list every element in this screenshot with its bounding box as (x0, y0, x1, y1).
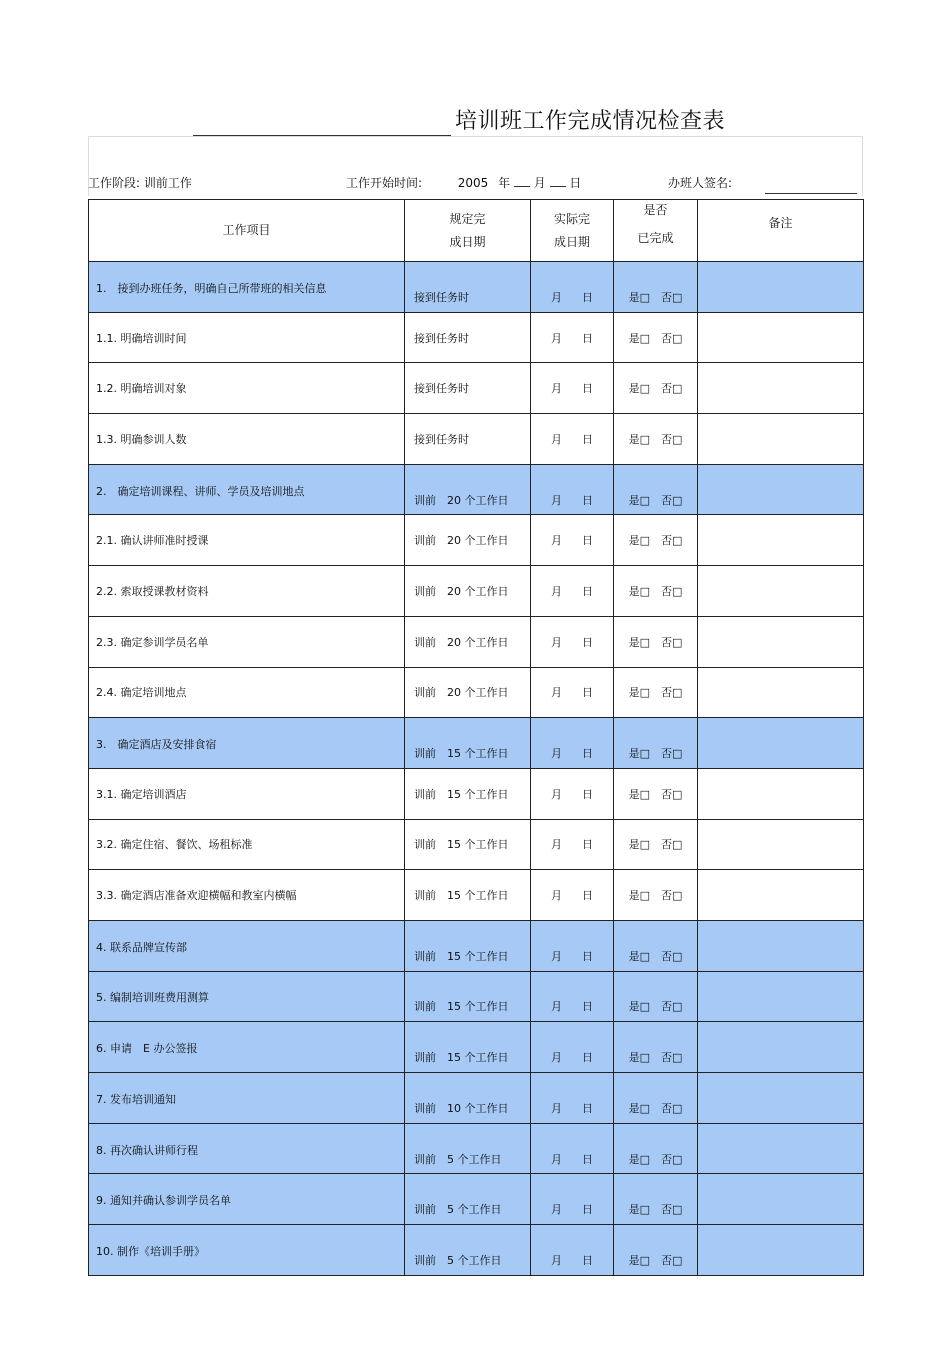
table-row (89, 819, 864, 870)
row-actual-date[interactable]: 月 日 (531, 718, 614, 769)
table-row (89, 1123, 864, 1174)
row-done-checkbox[interactable]: 是□ 否□ (614, 1225, 698, 1276)
row-item: 3.1. 确定培训酒店 (89, 768, 405, 819)
table-row (89, 667, 864, 718)
row-due-date: 训前 5 个工作日 (405, 1123, 531, 1174)
start-year: 2005 (457, 176, 489, 190)
row-actual-date[interactable]: 月 日 (531, 667, 614, 718)
row-notes[interactable] (698, 667, 864, 718)
row-item: 9. 通知并确认参训学员名单 (89, 1174, 405, 1225)
col-done-header: 是否 已完成 (614, 200, 698, 262)
row-notes[interactable] (698, 1174, 864, 1225)
row-actual-date[interactable]: 月 日 (531, 616, 614, 667)
row-done-checkbox[interactable]: 是□ 否□ (614, 363, 698, 414)
page-title: 培训班工作完成情况检查表 (455, 109, 726, 134)
row-item: 1.2. 明确培训对象 (89, 363, 405, 414)
table-row (89, 566, 864, 617)
year-unit: 年 (498, 176, 511, 190)
row-done-checkbox[interactable]: 是□ 否□ (614, 566, 698, 617)
row-done-checkbox[interactable]: 是□ 否□ (614, 971, 698, 1022)
row-done-checkbox[interactable]: 是□ 否□ (614, 1022, 698, 1073)
row-item: 1.1. 明确培训时间 (89, 312, 405, 363)
table-row (89, 515, 864, 566)
row-due-date: 接到任务时 (405, 363, 531, 414)
row-done-checkbox[interactable]: 是□ 否□ (614, 312, 698, 363)
row-notes[interactable] (698, 414, 864, 465)
table-row (89, 1022, 864, 1073)
row-notes[interactable] (698, 920, 864, 971)
table-header-row (89, 200, 864, 262)
row-due-date: 接到任务时 (405, 414, 531, 465)
signature-field (668, 174, 732, 191)
row-done-checkbox[interactable]: 是□ 否□ (614, 920, 698, 971)
table-row (89, 464, 864, 515)
row-notes[interactable] (698, 566, 864, 617)
row-notes[interactable] (698, 971, 864, 1022)
row-notes[interactable] (698, 616, 864, 667)
row-due-date: 训前 20 个工作日 (405, 515, 531, 566)
row-due-date: 训前 5 个工作日 (405, 1225, 531, 1276)
row-done-checkbox[interactable]: 是□ 否□ (614, 768, 698, 819)
row-notes[interactable] (698, 262, 864, 313)
start-time-field (346, 174, 581, 191)
row-due-date: 训前 15 个工作日 (405, 920, 531, 971)
row-done-checkbox[interactable]: 是□ 否□ (614, 1123, 698, 1174)
row-actual-date[interactable]: 月 日 (531, 920, 614, 971)
row-actual-date[interactable]: 月 日 (531, 262, 614, 313)
table-row (89, 718, 864, 769)
row-item: 3.3. 确定酒店准备欢迎横幅和教室内横幅 (89, 870, 405, 921)
stage-field (88, 174, 192, 191)
row-item: 6. 申请 E 办公签报 (89, 1022, 405, 1073)
row-due-date: 接到任务时 (405, 312, 531, 363)
table-row (89, 262, 864, 313)
row-notes[interactable] (698, 718, 864, 769)
row-actual-date[interactable]: 月 日 (531, 819, 614, 870)
row-item: 4. 联系品牌宣传部 (89, 920, 405, 971)
row-done-checkbox[interactable]: 是□ 否□ (614, 515, 698, 566)
row-item: 7. 发布培训通知 (89, 1073, 405, 1124)
row-item: 3. 确定酒店及安排食宿 (89, 718, 405, 769)
row-item: 2.3. 确定参训学员名单 (89, 616, 405, 667)
row-actual-date[interactable]: 月 日 (531, 312, 614, 363)
day-blank[interactable] (550, 174, 566, 187)
row-actual-date[interactable]: 月 日 (531, 1174, 614, 1225)
row-done-checkbox[interactable]: 是□ 否□ (614, 1174, 698, 1225)
row-actual-date[interactable]: 月 日 (531, 768, 614, 819)
row-actual-date[interactable]: 月 日 (531, 870, 614, 921)
table-row (89, 870, 864, 921)
col-actual-header: 实际完 成日期 (531, 200, 614, 262)
row-notes[interactable] (698, 464, 864, 515)
stage-label: 工作阶段: (88, 176, 141, 190)
table-row (89, 1073, 864, 1124)
row-actual-date[interactable]: 月 日 (531, 363, 614, 414)
row-actual-date[interactable]: 月 日 (531, 515, 614, 566)
row-due-date: 训前 15 个工作日 (405, 1022, 531, 1073)
table-row (89, 312, 864, 363)
table-row (89, 363, 864, 414)
row-done-checkbox[interactable]: 是□ 否□ (614, 616, 698, 667)
signature-blank[interactable] (765, 193, 857, 194)
row-notes[interactable] (698, 1123, 864, 1174)
row-notes[interactable] (698, 363, 864, 414)
row-due-date: 训前 20 个工作日 (405, 566, 531, 617)
stage-value: 训前工作 (143, 176, 192, 190)
row-done-checkbox[interactable]: 是□ 否□ (614, 1073, 698, 1124)
table-row (89, 1225, 864, 1276)
row-due-date: 训前 15 个工作日 (405, 718, 531, 769)
row-notes[interactable] (698, 515, 864, 566)
month-unit: 月 (533, 176, 546, 190)
row-due-date: 训前 20 个工作日 (405, 667, 531, 718)
table-row (89, 414, 864, 465)
row-actual-date[interactable]: 月 日 (531, 464, 614, 515)
row-actual-date[interactable]: 月 日 (531, 971, 614, 1022)
row-done-checkbox[interactable]: 是□ 否□ (614, 464, 698, 515)
start-time-label: 工作开始时间: (346, 176, 423, 190)
row-item: 2.1. 确认讲师准时授课 (89, 515, 405, 566)
row-item: 8. 再次确认讲师行程 (89, 1123, 405, 1174)
row-item: 2. 确定培训课程、讲师、学员及培训地点 (89, 464, 405, 515)
row-due-date: 训前 10 个工作日 (405, 1073, 531, 1124)
row-item: 2.2. 索取授课教材资料 (89, 566, 405, 617)
table-row (89, 616, 864, 667)
row-done-checkbox[interactable]: 是□ 否□ (614, 667, 698, 718)
row-done-checkbox[interactable]: 是□ 否□ (614, 414, 698, 465)
checklist-table (88, 199, 864, 1276)
table-row (89, 920, 864, 971)
row-due-date: 训前 15 个工作日 (405, 768, 531, 819)
row-actual-date[interactable]: 月 日 (531, 414, 614, 465)
row-due-date: 训前 5 个工作日 (405, 1174, 531, 1225)
row-item: 1. 接到办班任务，明确自己所带班的相关信息 (89, 262, 405, 313)
row-notes[interactable] (698, 768, 864, 819)
row-actual-date[interactable]: 月 日 (531, 1073, 614, 1124)
row-done-checkbox[interactable]: 是□ 否□ (614, 718, 698, 769)
row-done-checkbox[interactable]: 是□ 否□ (614, 870, 698, 921)
row-due-date: 训前 20 个工作日 (405, 464, 531, 515)
table-row (89, 1174, 864, 1225)
table-row (89, 768, 864, 819)
row-due-date: 接到任务时 (405, 262, 531, 313)
row-due-date: 训前 15 个工作日 (405, 870, 531, 921)
col-item-header: 工作项目 (89, 200, 405, 262)
row-actual-date[interactable]: 月 日 (531, 566, 614, 617)
row-due-date: 训前 15 个工作日 (405, 819, 531, 870)
row-item: 1.3. 明确参训人数 (89, 414, 405, 465)
signature-label: 办班人签名: (668, 176, 733, 190)
row-notes[interactable] (698, 312, 864, 363)
row-actual-date[interactable]: 月 日 (531, 1225, 614, 1276)
row-actual-date[interactable]: 月 日 (531, 1022, 614, 1073)
row-due-date: 训前 20 个工作日 (405, 616, 531, 667)
row-item: 2.4. 确定培训地点 (89, 667, 405, 718)
row-item: 10. 制作《培训手册》 (89, 1225, 405, 1276)
row-actual-date[interactable]: 月 日 (531, 1123, 614, 1174)
row-due-date: 训前 15 个工作日 (405, 971, 531, 1022)
row-notes[interactable] (698, 1073, 864, 1124)
row-notes[interactable] (698, 1022, 864, 1073)
row-done-checkbox[interactable]: 是□ 否□ (614, 819, 698, 870)
col-notes-header: 备注 (698, 200, 864, 262)
table-row (89, 971, 864, 1022)
row-done-checkbox[interactable]: 是□ 否□ (614, 262, 698, 313)
row-item: 3.2. 确定住宿、餐饮、场租标准 (89, 819, 405, 870)
row-notes[interactable] (698, 819, 864, 870)
row-notes[interactable] (698, 1225, 864, 1276)
day-unit: 日 (569, 176, 582, 190)
row-item: 5. 编制培训班费用测算 (89, 971, 405, 1022)
col-due-header: 规定完 成日期 (405, 200, 531, 262)
month-blank[interactable] (514, 174, 530, 187)
row-notes[interactable] (698, 870, 864, 921)
